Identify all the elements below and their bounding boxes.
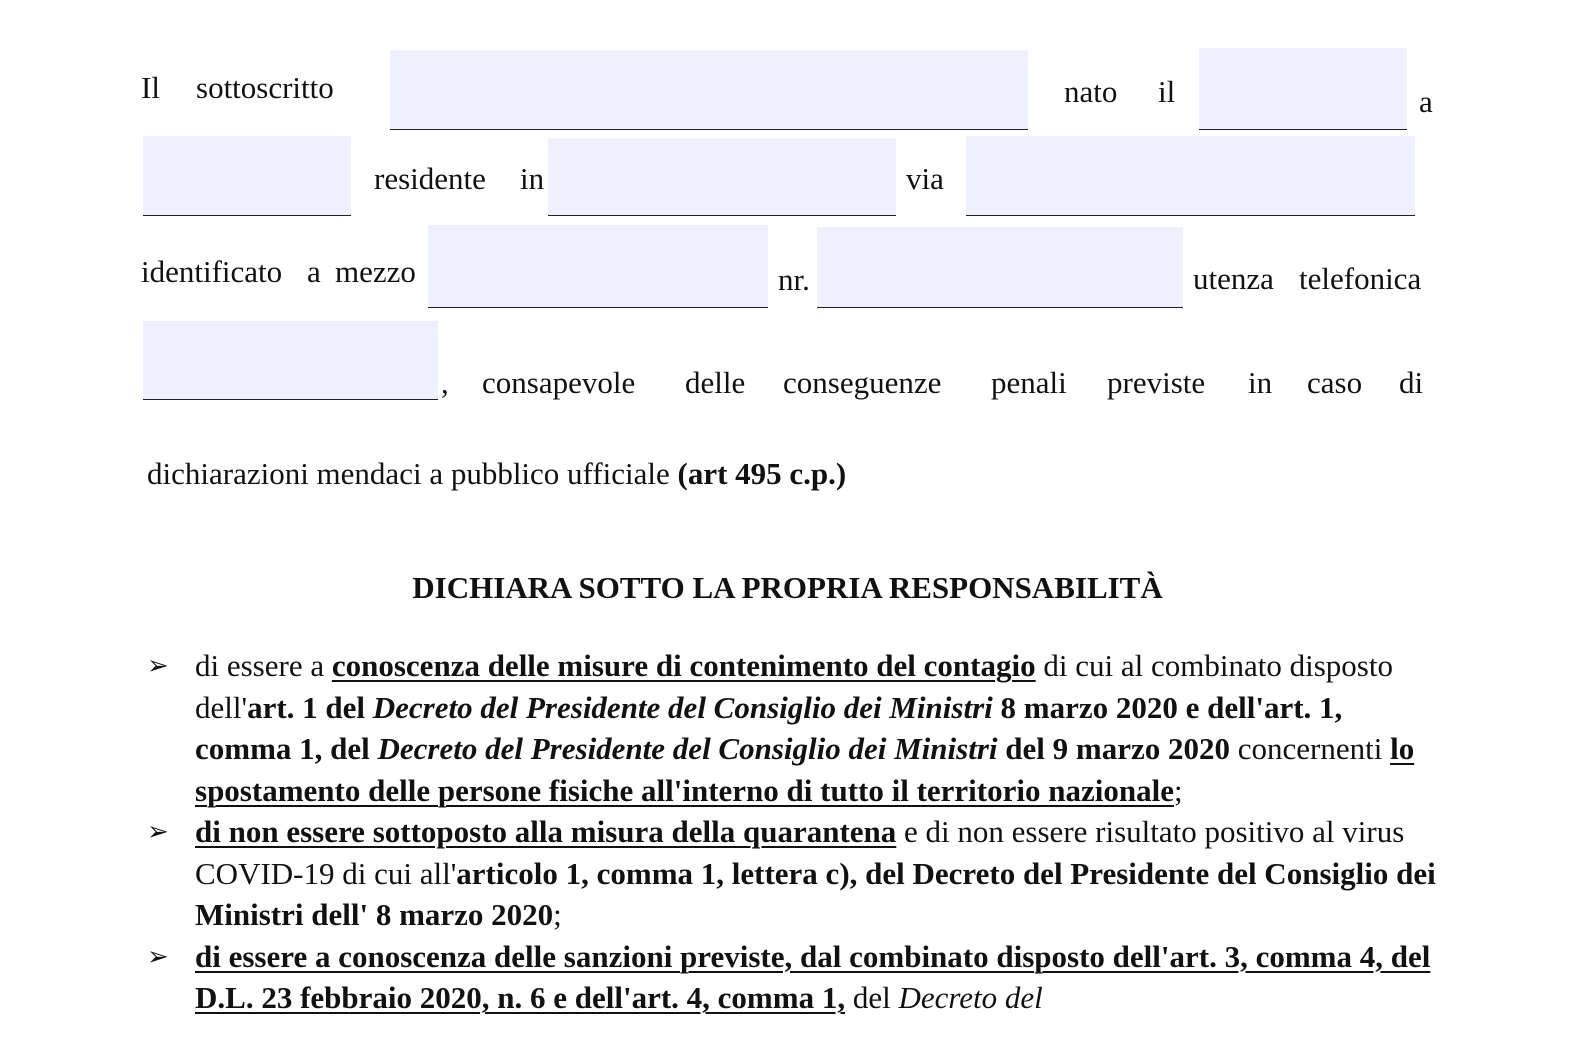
section-heading: DICHIARA SOTTO LA PROPRIA RESPONSABILITÀ: [412, 570, 1163, 605]
name-field[interactable]: [390, 50, 1028, 130]
word-penali: penali: [991, 365, 1067, 400]
birth-place-field[interactable]: [143, 136, 351, 216]
birth-place-input[interactable]: [143, 136, 351, 215]
arrow-bullet-icon: ➢: [147, 651, 169, 680]
phone-input[interactable]: [143, 321, 438, 399]
list-item: [0, 811, 1575, 936]
residence-street-input[interactable]: [966, 136, 1415, 215]
label-utenza: utenza: [1193, 261, 1274, 296]
label-nr: nr.: [778, 262, 810, 297]
residence-city-field[interactable]: [548, 138, 896, 216]
label-nato: nato: [1064, 74, 1118, 109]
list-item-text: di essere a conoscenza delle sanzioni previste, dal combinato disposto dell'art. 3, comma 4, del D.L. 23 febbraio 2020, n. 6 e dell'art. 4, comma 1, del Decreto del: [195, 938, 1431, 1015]
label-residente: residente: [374, 161, 486, 196]
word-caso: caso: [1307, 365, 1363, 400]
false-declaration-text: dichiarazioni mendaci a pubblico ufficiale: [147, 456, 678, 491]
label-telefonica: telefonica: [1299, 261, 1422, 296]
id-document-input[interactable]: [428, 225, 768, 307]
declarations-list: [0, 645, 1575, 1019]
name-input[interactable]: [390, 50, 1028, 129]
word-di: di: [1399, 365, 1424, 400]
label-a: a: [1419, 84, 1433, 119]
phone-field[interactable]: [143, 321, 438, 400]
label-comma: ,: [441, 365, 449, 400]
word-in: in: [1248, 365, 1273, 400]
label-via: via: [906, 161, 944, 196]
list-item-text: di non essere sottoposto alla misura della quarantena e di non essere risultato positivo al virus COVID-19 di cui all'articolo 1, comma 1, lettera c), del Decreto del Presidente del Consiglio dei Ministri dell' 8 marzo 2020;: [195, 814, 1436, 932]
label-il: Il: [141, 70, 160, 105]
label-a-2: a: [307, 254, 321, 289]
label-identificato: identificato: [141, 254, 283, 289]
arrow-bullet-icon: ➢: [147, 941, 169, 971]
residence-street-field[interactable]: [966, 136, 1415, 216]
label-mezzo: mezzo: [335, 254, 416, 289]
arrow-bullet-icon: ➢: [147, 817, 169, 846]
residence-city-input[interactable]: [548, 138, 896, 215]
word-delle: delle: [685, 365, 746, 400]
list-item: [0, 645, 1575, 811]
word-consapevole: consapevole: [482, 365, 636, 400]
article-reference: (art 495 c.p.): [677, 456, 847, 491]
list-item-text: di essere a conoscenza delle misure di contenimento del contagio di cui al combinato disposto dell'art. 1 del Decreto del Presidente del Consiglio dei Ministri 8 marzo 2020 e dell'art. 1, comma 1, del Decreto del Presidente del Consiglio dei Ministri del 9 marzo 2020 concernenti lo spostamento delle persone fisiche all'interno di tutto il territorio nazionale;: [195, 648, 1415, 808]
false-declaration-line: [147, 458, 846, 489]
birth-date-input[interactable]: [1199, 48, 1407, 129]
list-item: [0, 936, 1575, 1019]
id-number-field[interactable]: [817, 227, 1183, 308]
label-in: in: [520, 161, 545, 196]
label-il-2: il: [1158, 74, 1176, 109]
birth-date-field[interactable]: [1199, 48, 1407, 130]
id-number-input[interactable]: [817, 227, 1183, 307]
id-document-field[interactable]: [428, 225, 768, 308]
label-sottoscritto: sottoscritto: [196, 70, 334, 105]
word-conseguenze: conseguenze: [783, 365, 942, 400]
word-previste: previste: [1107, 365, 1206, 400]
